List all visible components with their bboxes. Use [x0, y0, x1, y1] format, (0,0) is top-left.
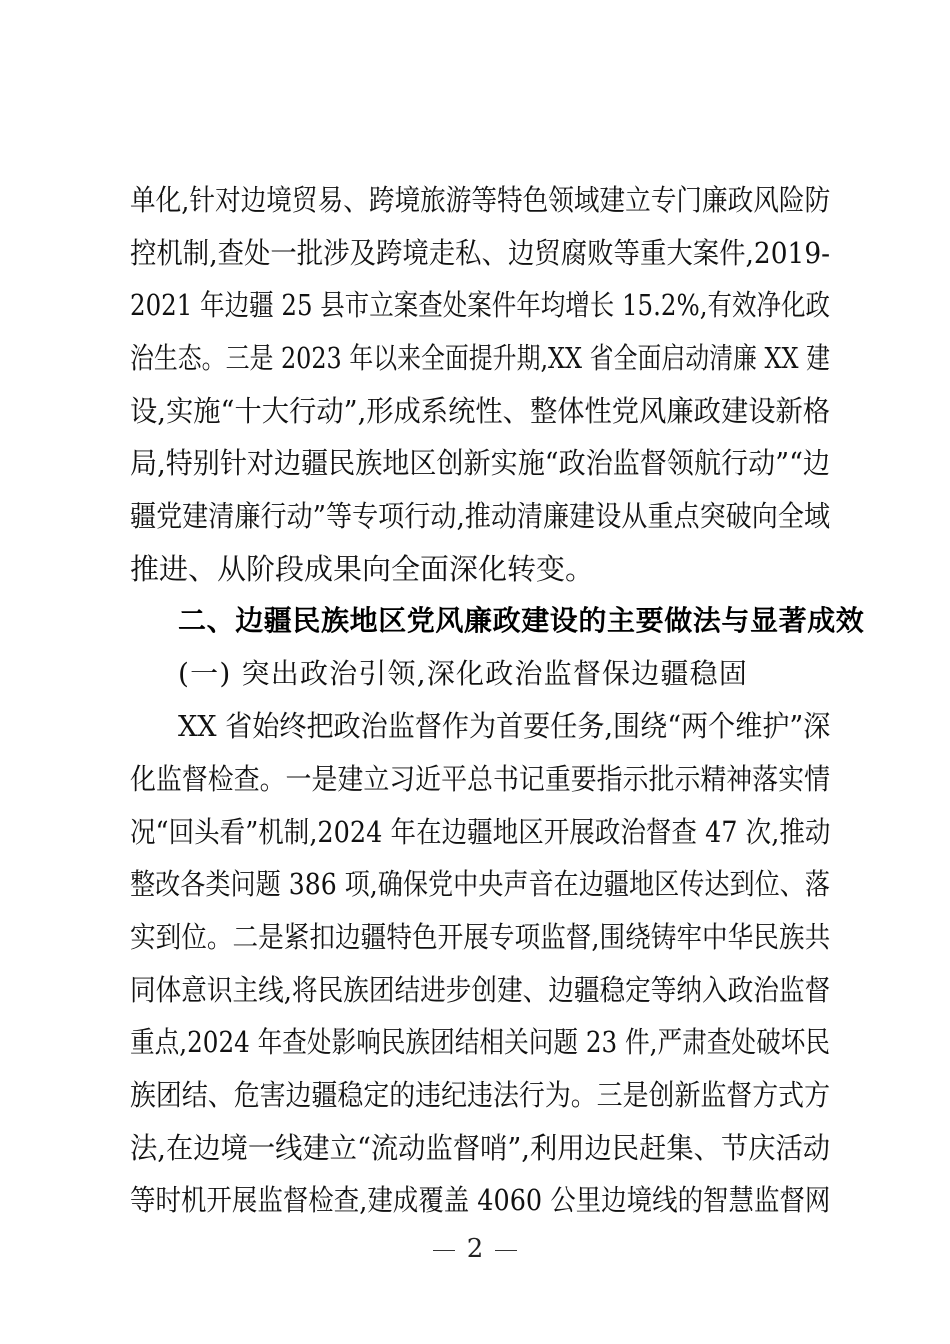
- text-line: 况“回头看”机制,2024 年在边疆地区开展政治督查 47 次,推动: [130, 815, 831, 849]
- subsection-heading: (一) 突出政治引领,深化政治监督保边疆稳固: [178, 657, 749, 690]
- text-line: 控机制,查处一批涉及跨境走私、边贸腐败等重大案件,2019-: [130, 236, 831, 270]
- page-number: 2: [466, 1234, 484, 1264]
- text-line: 实到位。二是紧扣边疆特色开展专项监督,围绕铸牢中华民族共: [130, 920, 831, 954]
- text-line: 化监督检查。一是建立习近平总书记重要指示批示精神落实情: [130, 762, 831, 796]
- dash-right-icon: [495, 1250, 517, 1251]
- text-line: 疆党建清廉行动”等专项行动,推动清廉建设从重点突破向全域: [130, 499, 831, 533]
- text-line: 法,在边境一线建立“流动监督哨”,利用边民赶集、节庆活动: [130, 1131, 831, 1165]
- text-line: 族团结、危害边疆稳定的违纪违法行为。三是创新监督方式方: [130, 1078, 831, 1112]
- text-line: XX 省始终把政治监督作为首要任务,围绕“两个维护”深: [178, 709, 831, 743]
- text-line: 推进、从阶段成果向全面深化转变。: [130, 552, 595, 586]
- dash-left-icon: [433, 1250, 455, 1251]
- text-line: 等时机开展监督检查,建成覆盖 4060 公里边境线的智慧监督网: [130, 1183, 831, 1217]
- text-line: 2021 年边疆 25 县市立案查处案件年均增长 15.2%,有效净化政: [130, 288, 830, 322]
- text-line: 单化,针对边境贸易、跨境旅游等特色领域建立专门廉政风险防: [130, 183, 831, 217]
- section-heading: 二、边疆民族地区党风廉政建设的主要做法与显著成效: [178, 604, 865, 637]
- page-footer: [0, 1232, 950, 1266]
- text-line: 重点,2024 年查处影响民族团结相关问题 23 件,严肃查处破坏民: [130, 1025, 830, 1059]
- text-line: 局,特别针对边疆民族地区创新实施“政治监督领航行动”“边: [130, 446, 830, 480]
- text-line: 整改各类问题 386 项,确保党中央声音在边疆地区传达到位、落: [130, 867, 831, 901]
- text-line: 治生态。三是 2023 年以来全面提升期,XX 省全面启动清廉 XX 建: [130, 341, 830, 375]
- text-line: 同体意识主线,将民族团结进步创建、边疆稳定等纳入政治监督: [130, 973, 831, 1007]
- text-line: 设,实施“十大行动”,形成系统性、整体性党风廉政建设新格: [130, 394, 831, 428]
